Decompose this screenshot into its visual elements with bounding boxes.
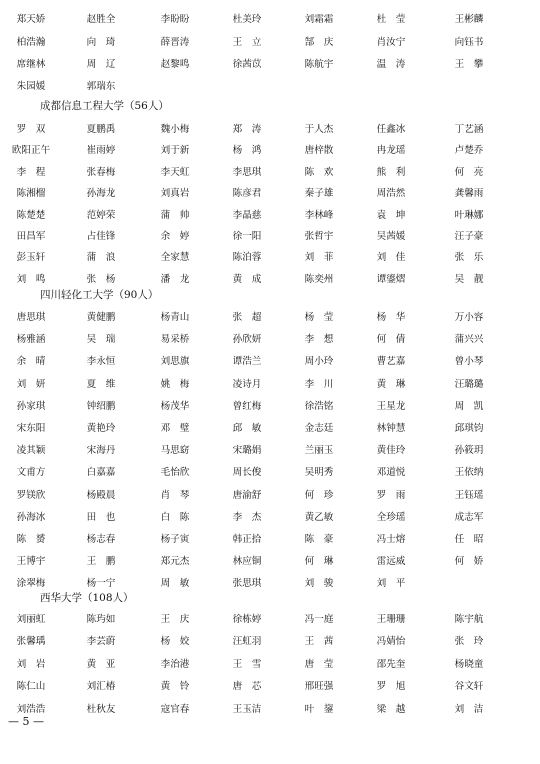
name-row bbox=[0, 186, 540, 202]
person-name: 刘 妍 bbox=[16, 379, 46, 390]
person-name: 李 川 bbox=[304, 379, 334, 390]
person-name: 朱园媛 bbox=[16, 81, 46, 92]
person-name: 叶 鋆 bbox=[304, 704, 334, 715]
person-name: 谭鎏熠 bbox=[376, 274, 406, 285]
person-name: 陈航宇 bbox=[304, 59, 334, 70]
name-row bbox=[0, 165, 540, 181]
person-name: 谭浩兰 bbox=[232, 356, 262, 367]
person-name: 何 娇 bbox=[454, 556, 484, 567]
page-number: — 5 — bbox=[8, 715, 44, 728]
person-name: 罗镁欣 bbox=[16, 490, 46, 501]
person-name: 熊 利 bbox=[376, 167, 406, 178]
person-name: 王 鹏 bbox=[86, 556, 116, 567]
person-name: 杨青山 bbox=[160, 312, 190, 323]
person-name: 毛怡欣 bbox=[160, 467, 190, 478]
person-name: 黄 成 bbox=[232, 274, 262, 285]
person-name: 唐渝舒 bbox=[232, 490, 262, 501]
person-name: 黄乙敏 bbox=[304, 512, 334, 523]
person-name: 冯婧怡 bbox=[376, 636, 406, 647]
section-title: 西华大学（108人） bbox=[40, 592, 134, 604]
person-name: 杜美玲 bbox=[232, 14, 262, 25]
person-name: 邵先奎 bbox=[376, 659, 406, 670]
person-name: 蒲 浪 bbox=[86, 252, 116, 263]
person-name: 兰丽玉 bbox=[304, 445, 334, 456]
person-name: 杨晓童 bbox=[454, 659, 484, 670]
person-name: 卢楚乔 bbox=[454, 145, 484, 156]
person-name: 任鑫冰 bbox=[376, 124, 406, 135]
name-row bbox=[0, 612, 540, 628]
person-name: 王 攀 bbox=[454, 59, 484, 70]
name-row bbox=[0, 465, 540, 481]
person-name: 成志军 bbox=[454, 512, 484, 523]
person-name: 冉龙瑶 bbox=[376, 145, 406, 156]
person-name: 王 雪 bbox=[232, 659, 262, 670]
person-name: 陈 欢 bbox=[304, 167, 334, 178]
person-name: 邓道悦 bbox=[376, 467, 406, 478]
person-name: 夏鹏禹 bbox=[86, 124, 116, 135]
person-name: 杨一宁 bbox=[86, 578, 116, 589]
person-name: 曾小琴 bbox=[454, 356, 484, 367]
person-name: 梁 越 bbox=[376, 704, 406, 715]
person-name: 李 杰 bbox=[232, 512, 262, 523]
person-name: 宋东阳 bbox=[16, 423, 46, 434]
person-name: 杨志春 bbox=[86, 534, 116, 545]
person-name: 秦子雄 bbox=[304, 188, 334, 199]
person-name: 张思琪 bbox=[232, 578, 262, 589]
person-name: 郑 涛 bbox=[232, 124, 262, 135]
person-name: 赵黎鸣 bbox=[160, 59, 190, 70]
person-name: 刘霜霜 bbox=[304, 14, 334, 25]
person-name: 吴明秀 bbox=[304, 467, 334, 478]
person-name: 黄 亚 bbox=[86, 659, 116, 670]
person-name: 王 立 bbox=[232, 37, 262, 48]
person-name: 邢旺强 bbox=[304, 681, 334, 692]
person-name: 文甫方 bbox=[16, 467, 46, 478]
person-name: 陈 豪 bbox=[304, 534, 334, 545]
person-name: 唐思琪 bbox=[16, 312, 46, 323]
person-name: 全珍瑶 bbox=[376, 512, 406, 523]
person-name: 杨 华 bbox=[376, 312, 406, 323]
person-name: 王 庆 bbox=[160, 614, 190, 625]
section-title: 成都信息工程大学（56人） bbox=[40, 100, 169, 112]
person-name: 向 琦 bbox=[86, 37, 116, 48]
person-name: 郜 庆 bbox=[304, 37, 334, 48]
person-name: 赵胜全 bbox=[86, 14, 116, 25]
person-name: 刘汇椿 bbox=[86, 681, 116, 692]
person-name: 凌其颖 bbox=[16, 445, 46, 456]
person-name: 占佳锋 bbox=[86, 231, 116, 242]
person-name: 徐栋婷 bbox=[232, 614, 262, 625]
person-name: 杨雅涵 bbox=[16, 334, 46, 345]
person-name: 张 杨 bbox=[86, 274, 116, 285]
person-name: 汪璐璐 bbox=[454, 379, 484, 390]
person-name: 宋璐娟 bbox=[232, 445, 262, 456]
person-name: 全家慧 bbox=[160, 252, 190, 263]
person-name: 孙筱玥 bbox=[454, 445, 484, 456]
person-name: 杜 莹 bbox=[376, 14, 406, 25]
name-row bbox=[0, 702, 540, 718]
person-name: 彭玉轩 bbox=[16, 252, 46, 263]
name-row bbox=[0, 12, 540, 28]
person-name: 雷远威 bbox=[376, 556, 406, 567]
person-name: 林钟慧 bbox=[376, 423, 406, 434]
person-name: 肖 琴 bbox=[160, 490, 190, 501]
person-name: 唐 莹 bbox=[304, 659, 334, 670]
name-row bbox=[0, 122, 540, 138]
person-name: 欧阳正午 bbox=[11, 145, 51, 156]
person-name: 黄健鹏 bbox=[86, 312, 116, 323]
person-name: 张春梅 bbox=[86, 167, 116, 178]
person-name: 周 敏 bbox=[160, 578, 190, 589]
name-row bbox=[0, 229, 540, 245]
person-name: 李永恒 bbox=[86, 356, 116, 367]
person-name: 白嘉嘉 bbox=[86, 467, 116, 478]
person-name: 汪子豪 bbox=[454, 231, 484, 242]
person-name: 于人杰 bbox=[304, 124, 334, 135]
person-name: 王依纳 bbox=[454, 467, 484, 478]
person-name: 刘丽虹 bbox=[16, 614, 46, 625]
person-name: 韩正拾 bbox=[232, 534, 262, 545]
name-row bbox=[0, 310, 540, 326]
person-name: 王钰瑶 bbox=[454, 490, 484, 501]
person-name: 刘思旗 bbox=[160, 356, 190, 367]
person-name: 徐茜苡 bbox=[232, 59, 262, 70]
person-name: 蒲兴兴 bbox=[454, 334, 484, 345]
person-name: 何 倩 bbox=[376, 334, 406, 345]
person-name: 周长俊 bbox=[232, 467, 262, 478]
name-row bbox=[0, 35, 540, 51]
person-name: 刘 佳 bbox=[376, 252, 406, 263]
person-name: 刘 鸣 bbox=[16, 274, 46, 285]
person-name: 柏浩瀚 bbox=[16, 37, 46, 48]
person-name: 潘 龙 bbox=[160, 274, 190, 285]
person-name: 任 昭 bbox=[454, 534, 484, 545]
person-name: 陈彦君 bbox=[232, 188, 262, 199]
person-name: 黄 琳 bbox=[376, 379, 406, 390]
person-name: 温 涛 bbox=[376, 59, 406, 70]
name-row bbox=[0, 250, 540, 266]
person-name: 刘 洁 bbox=[454, 704, 484, 715]
person-name: 薛晋涛 bbox=[160, 37, 190, 48]
person-name: 刘 骏 bbox=[304, 578, 334, 589]
section-title: 四川轻化工大学（90人） bbox=[40, 289, 159, 301]
name-row bbox=[0, 421, 540, 437]
person-name: 王星龙 bbox=[376, 401, 406, 412]
person-name: 孙海龙 bbox=[86, 188, 116, 199]
person-name: 冯一庭 bbox=[304, 614, 334, 625]
person-name: 徐浩铭 bbox=[304, 401, 334, 412]
person-name: 张馨瑀 bbox=[16, 636, 46, 647]
person-name: 崔雨婷 bbox=[86, 145, 116, 156]
name-row bbox=[0, 443, 540, 459]
person-name: 刘于新 bbox=[160, 145, 190, 156]
person-name: 罗 雨 bbox=[376, 490, 406, 501]
name-row bbox=[0, 488, 540, 504]
person-name: 王珊珊 bbox=[376, 614, 406, 625]
person-name: 邱琪钧 bbox=[454, 423, 484, 434]
person-name: 向钰书 bbox=[454, 37, 484, 48]
person-name: 李盼盼 bbox=[160, 14, 190, 25]
name-row bbox=[0, 554, 540, 570]
person-name: 万小容 bbox=[454, 312, 484, 323]
person-name: 姚 梅 bbox=[160, 379, 190, 390]
person-name: 邱 敏 bbox=[232, 423, 262, 434]
person-name: 何 珍 bbox=[304, 490, 334, 501]
person-name: 孙欣妍 bbox=[232, 334, 262, 345]
person-name: 陈仁山 bbox=[16, 681, 46, 692]
person-name: 李思琪 bbox=[232, 167, 262, 178]
person-name: 刘浩浩 bbox=[16, 704, 46, 715]
name-row bbox=[0, 634, 540, 650]
person-name: 刘 岩 bbox=[16, 659, 46, 670]
person-name: 杨 姣 bbox=[160, 636, 190, 647]
name-row bbox=[0, 79, 540, 95]
person-name: 钟绍鹏 bbox=[86, 401, 116, 412]
person-name: 杨 莹 bbox=[304, 312, 334, 323]
person-name: 林应铜 bbox=[232, 556, 262, 567]
person-name: 周 凯 bbox=[454, 401, 484, 412]
person-name: 王博宇 bbox=[16, 556, 46, 567]
person-name: 杜秋友 bbox=[86, 704, 116, 715]
person-name: 吴茜媛 bbox=[376, 231, 406, 242]
person-name: 何 琳 bbox=[304, 556, 334, 567]
person-name: 丁艺涵 bbox=[454, 124, 484, 135]
person-name: 周 辽 bbox=[86, 59, 116, 70]
person-name: 王 茜 bbox=[304, 636, 334, 647]
person-name: 李 想 bbox=[304, 334, 334, 345]
person-name: 田昌军 bbox=[16, 231, 46, 242]
person-name: 袁 坤 bbox=[376, 210, 406, 221]
person-name: 李晶慈 bbox=[232, 210, 262, 221]
name-row bbox=[0, 354, 540, 370]
person-name: 黄艳玲 bbox=[86, 423, 116, 434]
person-name: 陈宇航 bbox=[454, 614, 484, 625]
person-name: 刘 平 bbox=[376, 578, 406, 589]
person-name: 吴 靓 bbox=[454, 274, 484, 285]
person-name: 龚馨雨 bbox=[454, 188, 484, 199]
person-name: 曹艺嘉 bbox=[376, 356, 406, 367]
person-name: 张哲宇 bbox=[304, 231, 334, 242]
person-name: 张 玲 bbox=[454, 636, 484, 647]
name-row bbox=[0, 208, 540, 224]
person-name: 杨 鸿 bbox=[232, 145, 262, 156]
person-name: 杨殿晨 bbox=[86, 490, 116, 501]
person-name: 刘 菲 bbox=[304, 252, 334, 263]
person-name: 罗 双 bbox=[16, 124, 46, 135]
person-name: 王彬麟 bbox=[454, 14, 484, 25]
name-row bbox=[0, 510, 540, 526]
name-row bbox=[0, 332, 540, 348]
person-name: 李 程 bbox=[16, 167, 46, 178]
person-name: 郑天娇 bbox=[16, 14, 46, 25]
person-name: 王玉洁 bbox=[232, 704, 262, 715]
person-name: 罗 旭 bbox=[376, 681, 406, 692]
person-name: 汪虹羽 bbox=[232, 636, 262, 647]
person-name: 叶琳娜 bbox=[454, 210, 484, 221]
person-name: 杨子寅 bbox=[160, 534, 190, 545]
person-name: 张 超 bbox=[232, 312, 262, 323]
person-name: 曾红梅 bbox=[232, 401, 262, 412]
person-name: 邓 璧 bbox=[160, 423, 190, 434]
person-name: 宋海丹 bbox=[86, 445, 116, 456]
person-name: 金志廷 bbox=[304, 423, 334, 434]
name-row bbox=[0, 57, 540, 73]
person-name: 唐梓散 bbox=[304, 145, 334, 156]
person-name: 陈 赟 bbox=[16, 534, 46, 545]
person-name: 冯士熔 bbox=[376, 534, 406, 545]
name-row bbox=[0, 377, 540, 393]
person-name: 孙海冰 bbox=[16, 512, 46, 523]
person-name: 陈玙如 bbox=[86, 614, 116, 625]
person-name: 夏 维 bbox=[86, 379, 116, 390]
person-name: 唐 芯 bbox=[232, 681, 262, 692]
name-row bbox=[0, 143, 540, 159]
person-name: 张 乐 bbox=[454, 252, 484, 263]
person-name: 凌诗月 bbox=[232, 379, 262, 390]
person-name: 蒲 帅 bbox=[160, 210, 190, 221]
person-name: 田 也 bbox=[86, 512, 116, 523]
person-name: 李天虹 bbox=[160, 167, 190, 178]
person-name: 黄 铃 bbox=[160, 681, 190, 692]
name-row bbox=[0, 679, 540, 695]
person-name: 郑元杰 bbox=[160, 556, 190, 567]
name-row bbox=[0, 272, 540, 288]
person-name: 马思窈 bbox=[160, 445, 190, 456]
person-name: 谷文轩 bbox=[454, 681, 484, 692]
person-name: 涂翠梅 bbox=[16, 578, 46, 589]
person-name: 孙家琪 bbox=[16, 401, 46, 412]
person-name: 范婷荣 bbox=[86, 210, 116, 221]
person-name: 陈楚楚 bbox=[16, 210, 46, 221]
person-name: 陈湘榴 bbox=[16, 188, 46, 199]
person-name: 李芸蔚 bbox=[86, 636, 116, 647]
person-name: 白 陈 bbox=[160, 512, 190, 523]
person-name: 肖汝宁 bbox=[376, 37, 406, 48]
person-name: 李林峰 bbox=[304, 210, 334, 221]
person-name: 李治港 bbox=[160, 659, 190, 670]
person-name: 郭瑞东 bbox=[86, 81, 116, 92]
person-name: 何 亮 bbox=[454, 167, 484, 178]
person-name: 周小玲 bbox=[304, 356, 334, 367]
person-name: 周浩然 bbox=[376, 188, 406, 199]
person-name: 余 晴 bbox=[16, 356, 46, 367]
person-name: 陈泊蓉 bbox=[232, 252, 262, 263]
person-name: 寇官春 bbox=[160, 704, 190, 715]
name-row bbox=[0, 657, 540, 673]
person-name: 黄佳玲 bbox=[376, 445, 406, 456]
person-name: 吴 瑞 bbox=[86, 334, 116, 345]
person-name: 席继林 bbox=[16, 59, 46, 70]
person-name: 易采桥 bbox=[160, 334, 190, 345]
name-row bbox=[0, 532, 540, 548]
person-name: 陈奕州 bbox=[304, 274, 334, 285]
person-name: 刘真岩 bbox=[160, 188, 190, 199]
name-row bbox=[0, 399, 540, 415]
person-name: 魏小梅 bbox=[160, 124, 190, 135]
person-name: 余 婷 bbox=[160, 231, 190, 242]
person-name: 杨茂华 bbox=[160, 401, 190, 412]
person-name: 徐一阳 bbox=[232, 231, 262, 242]
